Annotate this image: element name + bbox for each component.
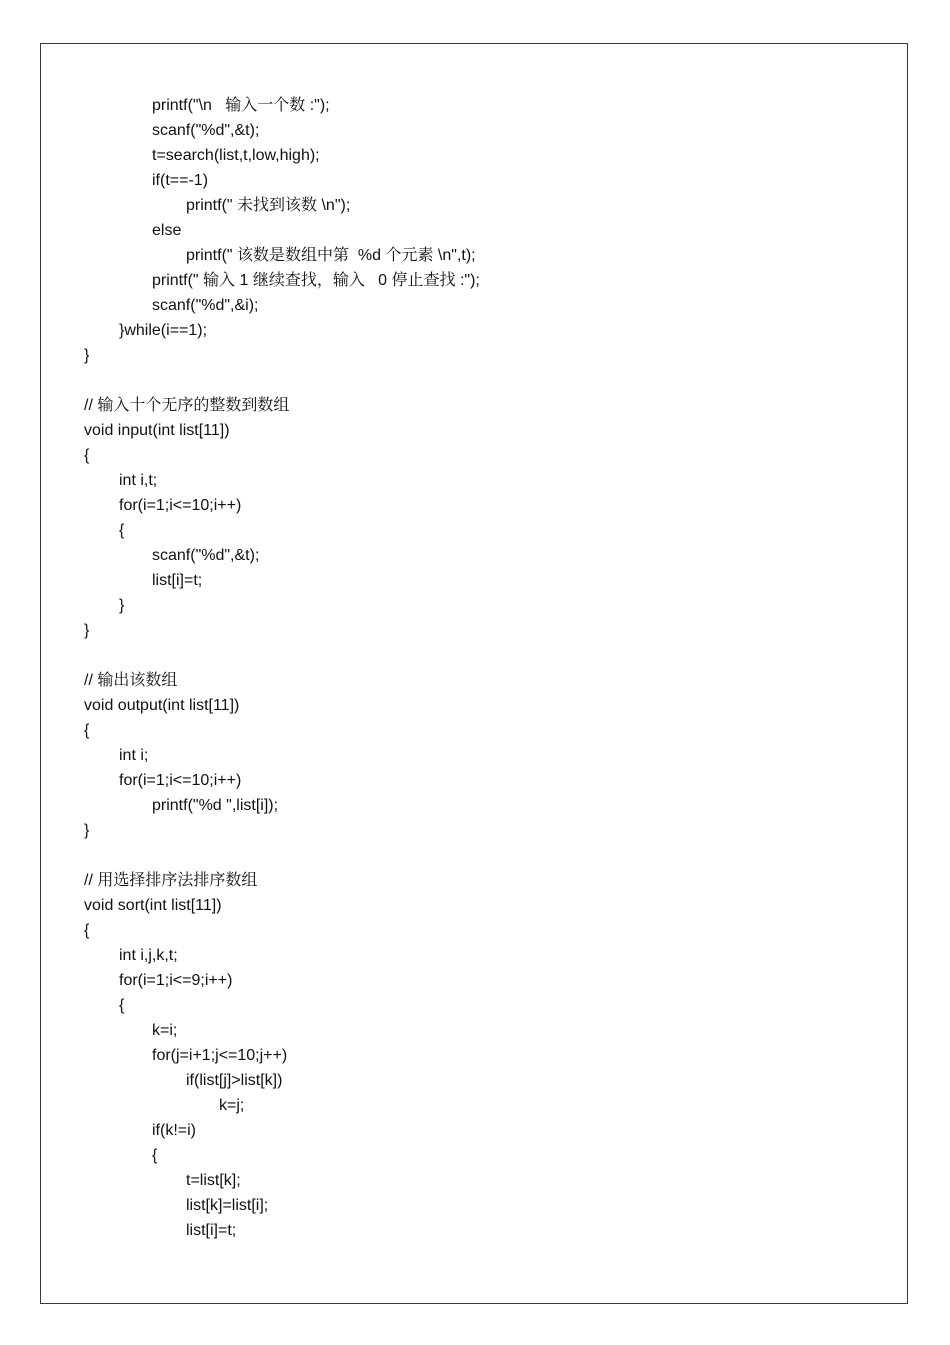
code-line: printf(" 未找到该数 \n");	[186, 197, 351, 214]
code-line: {	[84, 722, 90, 739]
code-line: scanf("%d",&t);	[152, 547, 260, 564]
code-line: scanf("%d",&t);	[152, 122, 260, 139]
code-line: scanf("%d",&i);	[152, 297, 259, 314]
code-line: printf(" 该数是数组中第 %d 个元素 \n",t);	[186, 247, 476, 264]
code-line: for(i=1;i<=10;i++)	[119, 772, 242, 789]
code-line: list[i]=t;	[186, 1222, 237, 1239]
code-line: k=i;	[152, 1022, 178, 1039]
code-line: void sort(int list[11])	[84, 897, 222, 914]
code-line: printf("\n 输入一个数 :");	[152, 97, 330, 114]
code-line: {	[152, 1147, 158, 1164]
code-line: }	[84, 347, 90, 364]
code-line: if(t==-1)	[152, 172, 209, 189]
code-line: void input(int list[11])	[84, 422, 230, 439]
code-line: }while(i==1);	[119, 322, 208, 339]
code-line: list[i]=t;	[152, 572, 203, 589]
code-line: int i;	[119, 747, 149, 764]
code-line: t=search(list,t,low,high);	[152, 147, 320, 164]
code-line: int i,j,k,t;	[119, 947, 178, 964]
code-line: {	[84, 922, 90, 939]
code-line: // 用选择排序法排序数组	[84, 872, 258, 889]
code-line: printf("%d ",list[i]);	[152, 797, 279, 814]
code-line: for(i=1;i<=9;i++)	[119, 972, 233, 989]
code-line: else	[152, 222, 182, 239]
code-line: int i,t;	[119, 472, 158, 489]
code-line: list[k]=list[i];	[186, 1197, 269, 1214]
code-line: if(list[j]>list[k])	[186, 1072, 283, 1089]
code-line: }	[119, 597, 125, 614]
code-line: if(k!=i)	[152, 1122, 196, 1139]
code-line: t=list[k];	[186, 1172, 241, 1189]
code-line: // 输出该数组	[84, 672, 178, 689]
code-line: // 输入十个无序的整数到数组	[84, 397, 290, 414]
code-line: }	[84, 622, 90, 639]
code-line: {	[119, 997, 125, 1014]
code-line: for(i=1;i<=10;i++)	[119, 497, 242, 514]
code-line: for(j=i+1;j<=10;j++)	[152, 1047, 288, 1064]
code-line: printf(" 输入 1 继续查找，输入 0 停止查找 :");	[152, 272, 480, 289]
code-line: void output(int list[11])	[84, 697, 240, 714]
code-line: {	[84, 447, 90, 464]
code-line: k=j;	[219, 1097, 245, 1114]
code-line: {	[119, 522, 125, 539]
code-line: }	[84, 822, 90, 839]
